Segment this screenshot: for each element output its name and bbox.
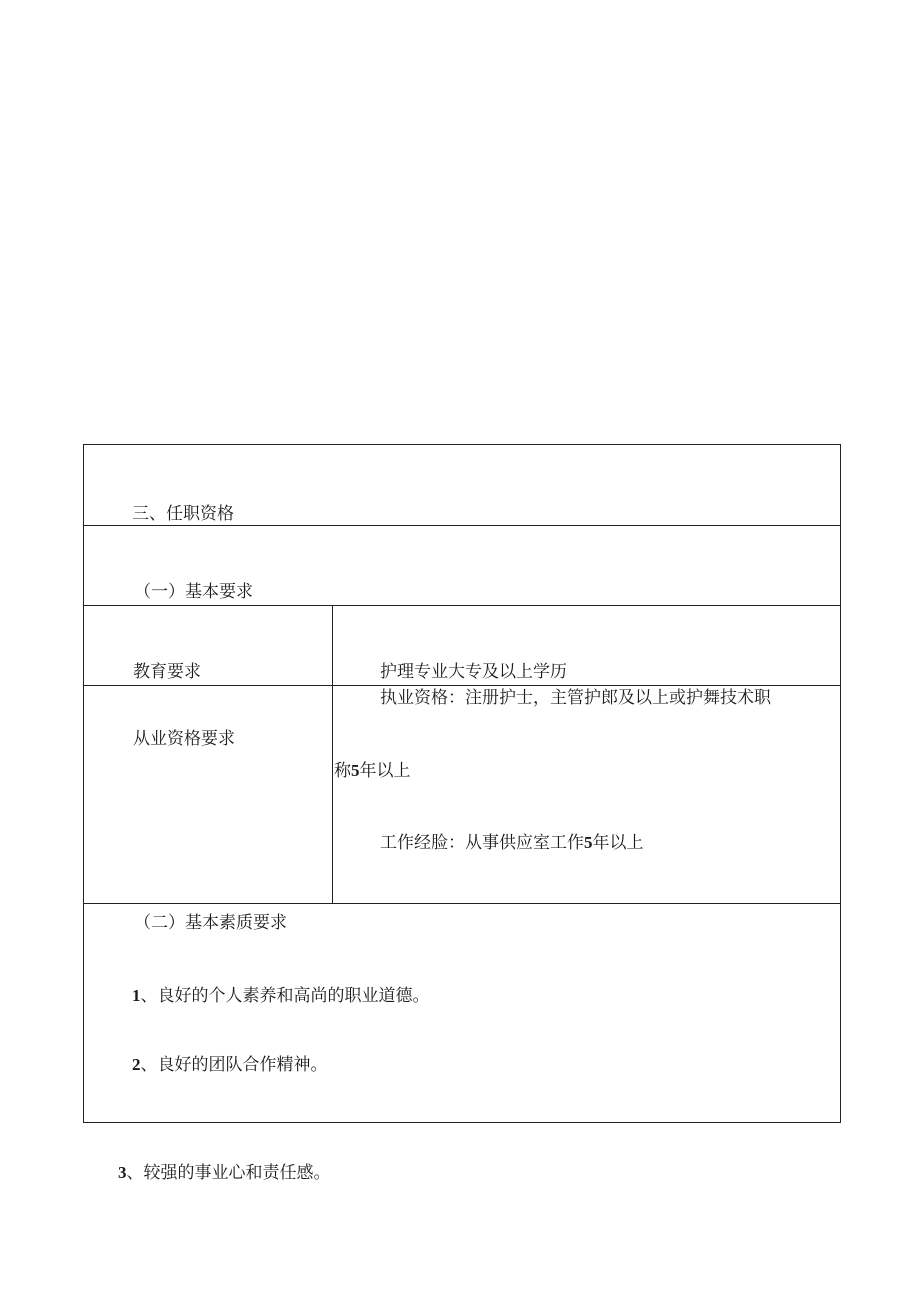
quality-item-text: 、较强的事业心和责任感。 xyxy=(126,1163,331,1183)
education-value: 护理专业大专及以上学历 xyxy=(380,662,567,682)
license-line-1: 执业资格：注册护士，主管护郎及以上或护舞技术职 xyxy=(380,688,771,708)
quality-item-number: 1 xyxy=(132,986,141,1005)
license-line-2 xyxy=(334,762,411,780)
education-label: 教育要求 xyxy=(133,662,201,682)
quality-item xyxy=(132,987,430,1005)
license-line-2-suffix: 年以上 xyxy=(359,761,411,781)
experience-suffix: 年以上 xyxy=(592,833,644,853)
row-divider xyxy=(84,903,840,904)
quality-item-number: 3 xyxy=(118,1163,127,1182)
section-title: 三、任职资格 xyxy=(132,504,234,524)
experience-prefix: 工作经脸：从事供应室工作 xyxy=(380,833,584,853)
basic-requirements-heading: （一）基本要求 xyxy=(134,582,253,602)
row-divider xyxy=(84,605,840,606)
license-years: 5 xyxy=(351,761,360,780)
column-divider xyxy=(332,605,333,903)
quality-item-text: 、良好的个人素养和高尚的职业道德。 xyxy=(140,986,430,1006)
quality-item xyxy=(118,1164,331,1182)
experience-years: 5 xyxy=(584,833,593,852)
qualification-table xyxy=(83,444,841,1123)
quality-item-text: 、良好的团队合作精神。 xyxy=(140,1055,328,1075)
row-divider xyxy=(84,525,840,526)
qualification-label: 从业资格要求 xyxy=(133,729,235,749)
row-divider xyxy=(84,685,840,686)
quality-item-number: 2 xyxy=(132,1055,141,1074)
experience-line xyxy=(380,834,644,852)
license-line-2-prefix: 称 xyxy=(334,761,351,781)
quality-item xyxy=(132,1056,328,1074)
quality-requirements-heading: （二）基本素质要求 xyxy=(134,913,287,933)
